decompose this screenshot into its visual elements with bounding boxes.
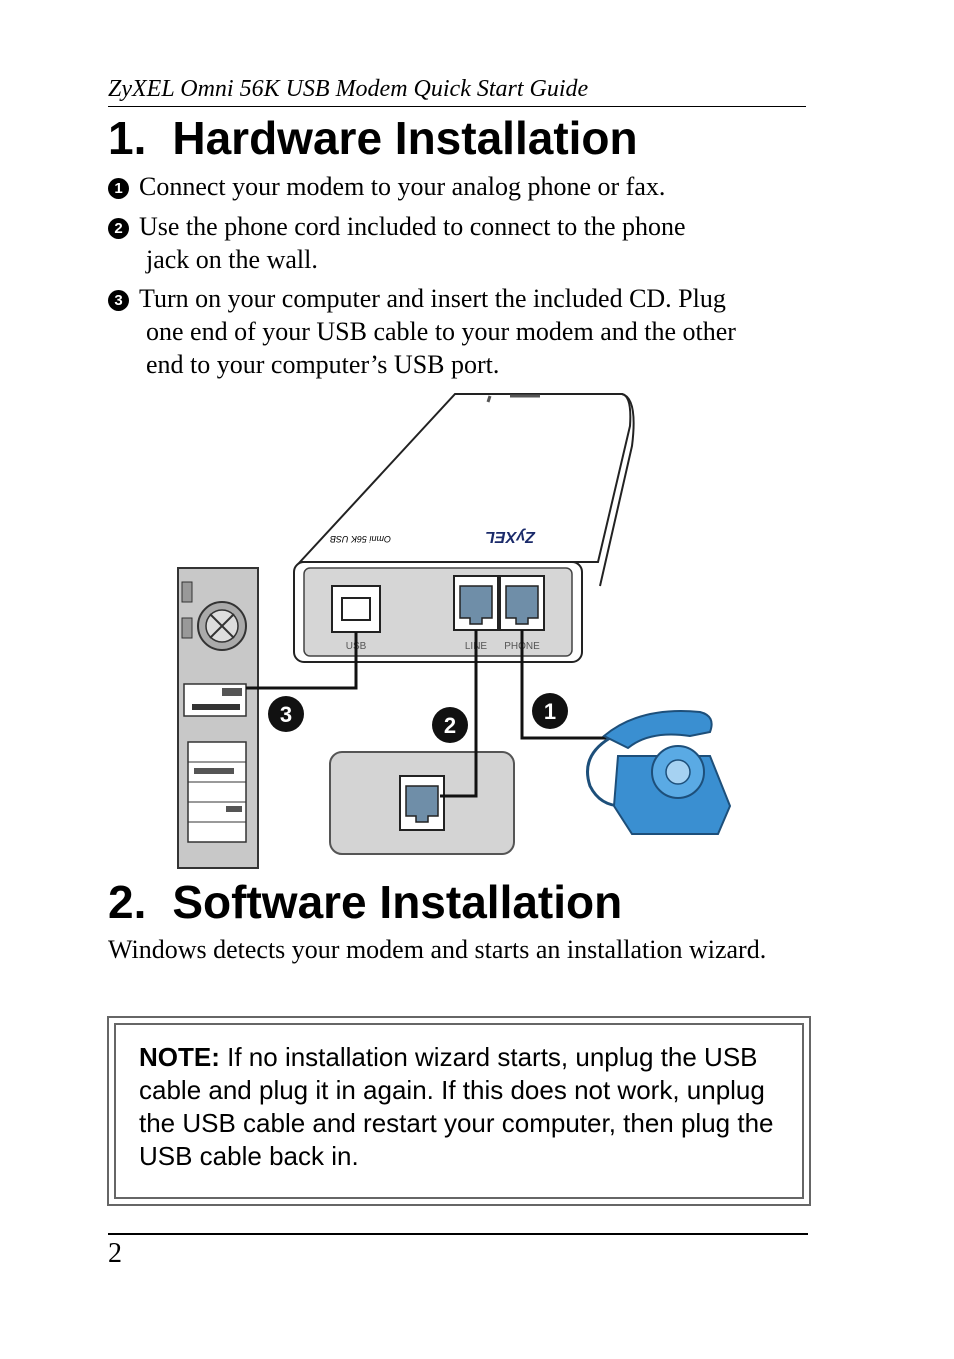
page-number: 2 (108, 1238, 122, 1269)
running-header: ZyXEL Omni 56K USB Modem Quick Start Guide (108, 74, 806, 107)
svg-text:1: 1 (543, 699, 557, 724)
section-title: Hardware Installation (172, 112, 638, 164)
step-text: Use the phone cord included to connect to the phone (139, 212, 686, 241)
section-heading-software (108, 876, 622, 928)
step-text-continued: jack on the wall. (146, 245, 318, 274)
callout-1 (532, 693, 568, 729)
modem-model-label: Omni 56K USB (329, 534, 391, 544)
line-port-label: LINE (464, 641, 488, 652)
connection-diagram (170, 386, 740, 870)
step-marker: 2 (108, 218, 129, 239)
step-marker: 1 (108, 178, 129, 199)
usb-port-label: USB (345, 641, 367, 652)
step-text: Connect your modem to your analog phone or fax. (139, 172, 666, 201)
step-2 (108, 210, 808, 276)
step-marker: 3 (108, 290, 129, 311)
footer-rule (108, 1233, 808, 1235)
step-text: Turn on your computer and insert the included CD. Plug (139, 284, 726, 313)
section-title: Software Installation (172, 876, 623, 928)
note-text (139, 1041, 799, 1173)
section-number: 2. (108, 876, 147, 928)
callout-3 (268, 696, 304, 732)
telephone-icon (588, 711, 731, 834)
svg-text:3: 3 (279, 702, 293, 727)
wall-jack (330, 752, 514, 854)
section-heading-hardware (108, 112, 638, 164)
software-paragraph: Windows detects your modem and starts an installation wizard. (108, 935, 767, 964)
modem-brand-logo: ZyXEL (485, 528, 535, 545)
step-text-continued: one end of your USB cable to your modem and the other end to your computer’s USB port. (146, 317, 736, 379)
step-1 (108, 170, 808, 203)
phone-port-label: PHONE (504, 641, 540, 652)
note-label: NOTE: (139, 1042, 220, 1072)
step-3 (108, 282, 808, 381)
callout-2 (432, 707, 468, 743)
computer-back-panel (178, 568, 258, 868)
note-body: If no installation wizard starts, unplug the USB cable and plug it in again. If this does not work, unplug the USB cable and restart your computer, then plug the USB cable back in. (139, 1042, 774, 1171)
note-box-inner (114, 1023, 804, 1199)
svg-text:2: 2 (443, 713, 457, 738)
modem (294, 394, 634, 662)
note-box (107, 1016, 811, 1206)
section-number: 1. (108, 112, 147, 164)
